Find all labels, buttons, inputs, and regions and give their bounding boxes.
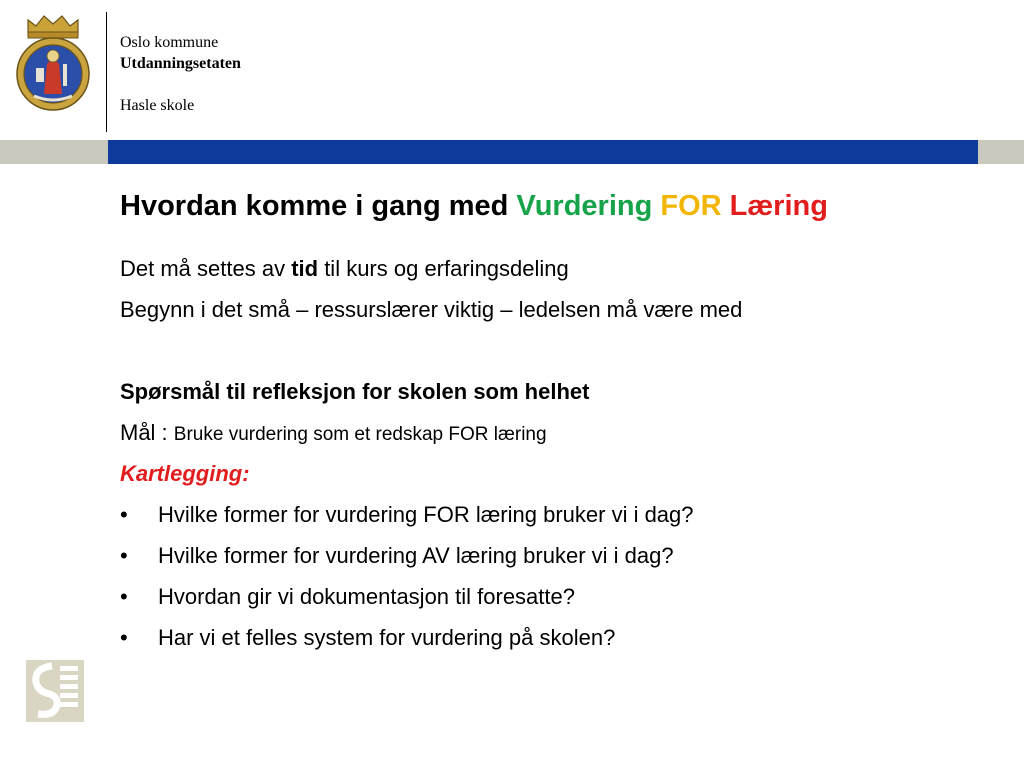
line1-after: til kurs og erfaringsdeling (318, 256, 569, 281)
slide-title (120, 190, 828, 223)
title-prefix: Hvordan komme i gang med (120, 190, 517, 222)
org-department: Utdanningsetaten (120, 55, 241, 72)
goal-line (120, 412, 742, 453)
list-item (120, 576, 742, 617)
org-name: Oslo kommune (120, 34, 219, 51)
line1-before: Det må settes av (120, 256, 292, 281)
spacer (120, 330, 742, 371)
goal-text: Bruke vurdering som et redskap FOR læring (173, 424, 547, 445)
line1-bold: tid (291, 256, 319, 281)
school-name: Hasle skole (120, 97, 195, 114)
list-item (120, 494, 742, 535)
title-word-for: FOR (660, 190, 722, 222)
body-line-start-small: Begynn i det små – ressurslærer viktig – ledelsen må være med (120, 297, 743, 322)
bullet-marker: • (120, 584, 128, 609)
title-word-laering: Læring (729, 190, 828, 222)
header-divider (106, 12, 107, 132)
header-band-right (978, 140, 1024, 164)
oslo-symbol-icon (26, 660, 84, 722)
mapping-heading: Kartlegging: (120, 461, 250, 486)
goal-label: Mål : (120, 420, 174, 445)
header-band (108, 140, 978, 164)
reflection-heading: Spørsmål til refleksjon for skolen som helhet (120, 379, 590, 404)
slide-body (120, 248, 742, 658)
list-item-text: Hvilke former for vurdering AV læring bruker vi i dag? (158, 543, 674, 568)
oslo-coat-of-arms-icon (14, 12, 92, 114)
bullet-marker: • (120, 543, 128, 568)
list-item (120, 617, 742, 658)
header-band-left (0, 140, 108, 164)
body-line-time (120, 248, 742, 289)
list-item-text: Hvilke former for vurdering FOR læring bruker vi i dag? (158, 502, 694, 527)
bullet-marker: • (120, 502, 128, 527)
list-item (120, 535, 742, 576)
list-item-text: Hvordan gir vi dokumentasjon til foresatte? (158, 584, 575, 609)
bullet-marker: • (120, 625, 128, 650)
organization-block (120, 32, 241, 116)
title-word-vurdering: Vurdering (516, 190, 653, 222)
list-item-text: Har vi et felles system for vurdering på skolen? (158, 625, 616, 650)
